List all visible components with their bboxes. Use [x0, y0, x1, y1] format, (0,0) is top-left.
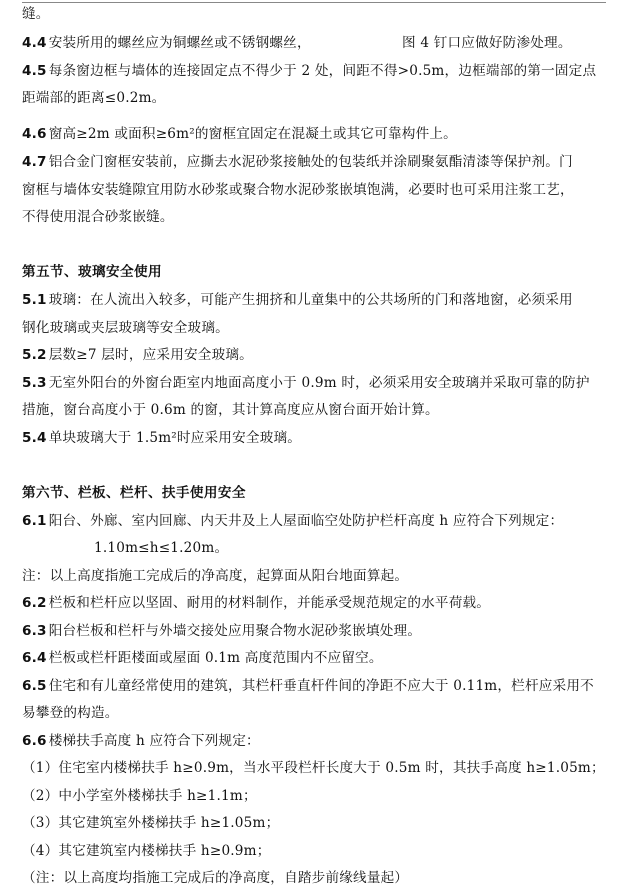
clause-number: 6.1 [22, 513, 47, 529]
clause-5-4 [22, 428, 301, 448]
clause-number: 4.7 [22, 154, 47, 170]
text-line: 不得使用混合砂浆嵌缝。 [22, 209, 174, 225]
clause-number: 4.6 [22, 126, 47, 142]
figure-caption: 图 4 钉口应做好防渗处理。 [402, 35, 572, 51]
clause-text: 住宅和有儿童经常使用的建筑，其栏杆垂直杆件间的净距不应大于 0.11m，栏杆应采用不 [48, 678, 594, 694]
clause-number: 5.1 [22, 292, 47, 308]
clause-number: 6.6 [22, 733, 47, 749]
clause-number: 5.3 [22, 375, 47, 391]
clause-text: 层数≥7 层时，应采用安全玻璃。 [48, 347, 253, 363]
clause-6-1 [22, 511, 563, 531]
clause-4-5 [22, 61, 596, 81]
clause-5-2 [22, 345, 253, 365]
section-heading-5: 第五节、玻璃安全使用 [22, 264, 162, 280]
text-line: 距端部的距离≤0.2m。 [22, 90, 166, 106]
clause-number: 6.4 [22, 650, 47, 666]
clause-text: 栏板和栏杆应以坚固、耐用的材料制作，并能承受规范规定的水平荷载。 [48, 595, 491, 611]
text-line: 缝。 [22, 6, 50, 22]
clause-4-4 [22, 33, 612, 53]
clause-text: 玻璃：在人流出入较多，可能产生拥挤和儿童集中的公共场所的门和落地窗，必须采用 [48, 292, 573, 308]
clause-text: 窗高≥2m 或面积≥6m²的窗框宜固定在混凝土或其它可靠构件上。 [48, 126, 457, 142]
section-heading-6: 第六节、栏板、栏杆、扶手使用安全 [22, 485, 246, 501]
clause-6-6 [22, 731, 260, 751]
clause-text: 无室外阳台的外窗台距室内地面高度小于 0.9m 时，必须采用安全玻璃并采取可靠的防护 [48, 375, 590, 391]
clause-number: 6.3 [22, 623, 47, 639]
clause-text: 单块玻璃大于 1.5m²时应采用安全玻璃。 [48, 430, 302, 446]
clause-6-2 [22, 593, 490, 613]
clause-text: 安装所用的螺丝应为铜螺丝或不锈钢螺丝， [48, 35, 311, 51]
clause-text: 栏板或栏杆距楼面或屋面 0.1m 高度范围内不应留空。 [48, 650, 383, 666]
clause-text: 楼梯扶手高度 h 应符合下列规定： [48, 733, 260, 749]
list-item: （4）其它建筑室内楼梯扶手 h≥0.9m； [22, 843, 271, 859]
text-line: 窗框与墙体安装缝隙宜用防水砂浆或聚合物水泥砂浆嵌填饱满，必要时也可采用注浆工艺， [22, 182, 574, 198]
list-item: （3）其它建筑室外楼梯扶手 h≥1.05m； [22, 815, 280, 831]
clause-text: 阳台、外廊、室内回廊、内天井及上人屋面临空处防护栏杆高度 h 应符合下列规定： [48, 513, 564, 529]
clause-number: 4.4 [22, 35, 47, 51]
clause-4-7 [22, 152, 573, 172]
clause-text: 每条窗边框与墙体的连接固定点不得少于 2 处，间距不得>0.5m，边框端部的第一固定点 [48, 63, 597, 79]
clause-4-6 [22, 124, 457, 144]
text-line: 措施，窗台高度小于 0.6m 的窗，其计算高度应从窗台面开始计算。 [22, 402, 439, 418]
clause-number: 6.5 [22, 678, 47, 694]
text-line: 钢化玻璃或夹层玻璃等安全玻璃。 [22, 320, 229, 336]
clause-text: 铝合金门窗框安装前，应撕去水泥砂浆接触处的包装纸并涂刷聚氨酯清漆等保护剂。门 [48, 154, 573, 170]
clause-6-4 [22, 648, 383, 668]
note-line: （注：以上高度均指施工完成后的净高度，自踏步前缘线量起） [22, 870, 409, 886]
note-line: 注：以上高度指施工完成后的净高度，起算面从阳台地面算起。 [22, 568, 409, 584]
text-line: 易攀登的构造。 [22, 705, 119, 721]
formula-line: 1.10m≤h≤1.20m。 [94, 540, 229, 556]
clause-text: 阳台栏板和栏杆与外墙交接处应用聚合物水泥砂浆嵌填处理。 [48, 623, 422, 639]
clause-number: 5.4 [22, 430, 47, 446]
clause-6-3 [22, 621, 421, 641]
clause-number: 6.2 [22, 595, 47, 611]
list-item: （2）中小学室外楼梯扶手 h≥1.1m； [22, 788, 257, 804]
list-item: （1）住宅室内楼梯扶手 h≥0.9m，当水平段栏杆长度大于 0.5m 时，其扶手高度 h≥1.05m； [22, 760, 605, 776]
clause-5-1 [22, 290, 573, 310]
clause-number: 5.2 [22, 347, 47, 363]
clause-5-3 [22, 373, 590, 393]
clause-6-5 [22, 676, 594, 696]
top-rule [22, 2, 606, 3]
clause-number: 4.5 [22, 63, 47, 79]
